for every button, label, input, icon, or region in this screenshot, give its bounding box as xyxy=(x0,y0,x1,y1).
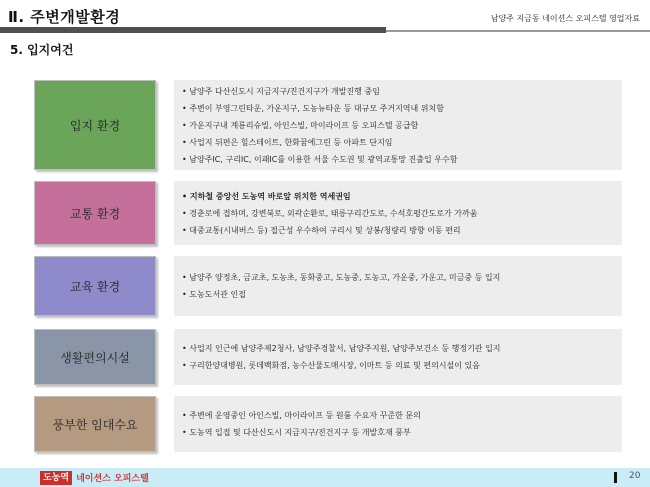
list-item: • 남양주 다산신도시 지금지구/진건지구가 개발진행 중임 xyxy=(182,83,614,100)
header-divider-dark xyxy=(0,27,386,33)
brand-logo xyxy=(40,470,149,485)
list-item: • 사업지 인근에 남양주제2청사, 남양주경찰서, 남양주지원, 남양주보건소 등 행정기관 입지 xyxy=(182,340,614,357)
row-location xyxy=(34,80,622,170)
bullet-list-living xyxy=(174,329,622,385)
list-item: • 구리한양대병원, 롯데백화점, 농수산물도매시장, 이마트 등 의료 및 편의시설이 있음 xyxy=(182,357,614,374)
list-item: • 경춘로에 접하며, 강변북로, 외곽순환로, 태릉구리간도로, 수석호평간도로가 가까움 xyxy=(182,205,614,222)
bullet-list-location xyxy=(174,80,622,170)
row-label: 입지 환경 xyxy=(69,118,121,133)
row-education xyxy=(34,256,622,316)
list-item: • 주변이 부영그린타운, 가운지구, 도농뉴타운 등 대규모 주거지역내 위치함 xyxy=(182,100,614,117)
header-divider-light xyxy=(386,30,650,32)
list-item: • 사업지 뒤편은 힐스테이트, 한화꿈에그린 등 아파트 단지임 xyxy=(182,134,614,151)
list-item: • 남양주IC, 구리IC, 이패IC를 이용한 서울 수도권 및 광역교통망 진출입 우수함 xyxy=(182,151,614,168)
bullet-list-rental xyxy=(174,396,622,452)
label-box-rental xyxy=(34,396,156,452)
list-item: • 도농역 입접 및 다산신도시 지금지구/진건지구 등 개발호재 풍부 xyxy=(182,424,614,441)
bullet-list-traffic xyxy=(174,181,622,245)
row-label: 교육 환경 xyxy=(69,279,121,294)
list-item: • 지하철 중앙선 도농역 바로앞 위치한 역세권임 xyxy=(182,188,614,205)
page-marker xyxy=(614,472,617,483)
label-box-traffic xyxy=(34,181,156,245)
list-item: • 주변에 운영중인 아인스빌, 마이라이프 등 원룸 수요자 꾸준한 문의 xyxy=(182,407,614,424)
list-item: • 도농도서관 인접 xyxy=(182,286,614,303)
section-title: 5. 입지여건 xyxy=(10,43,74,57)
row-label: 생활편의시설 xyxy=(60,350,130,365)
label-box-location xyxy=(34,80,156,170)
row-rental xyxy=(34,396,622,452)
label-box-living xyxy=(34,329,156,385)
row-label: 풍부한 임대수요 xyxy=(52,417,138,432)
page-number: 20 xyxy=(629,471,641,481)
page-header xyxy=(0,0,650,34)
list-item: • 가운지구내 계룡리슈빌, 아인스빌, 마이라이프 등 오피스텔 공급함 xyxy=(182,117,614,134)
row-traffic xyxy=(34,181,622,245)
list-item: • 남양주 양정초, 금교초, 도농초, 동화중고, 도농중, 도농고, 가운중, 가운고, 미금중 등 입지 xyxy=(182,269,614,286)
logo-name: 네이션스 오피스텔 xyxy=(76,474,149,484)
row-living xyxy=(34,329,622,385)
label-box-education xyxy=(34,256,156,316)
page-footer xyxy=(0,468,650,487)
chapter-title: Ⅱ. 주변개발환경 xyxy=(8,8,121,26)
document-subtitle: 남양주 지금동 네이션스 오피스텔 영업자료 xyxy=(490,14,640,23)
bullet-list-education xyxy=(174,256,622,316)
logo-tag: 도농역 xyxy=(40,471,72,485)
row-label: 교통 환경 xyxy=(69,206,121,221)
list-item: • 대중교통(시내버스 등) 접근성 우수하여 구리시 및 상봉/청량리 방향 이동 편리 xyxy=(182,222,614,239)
